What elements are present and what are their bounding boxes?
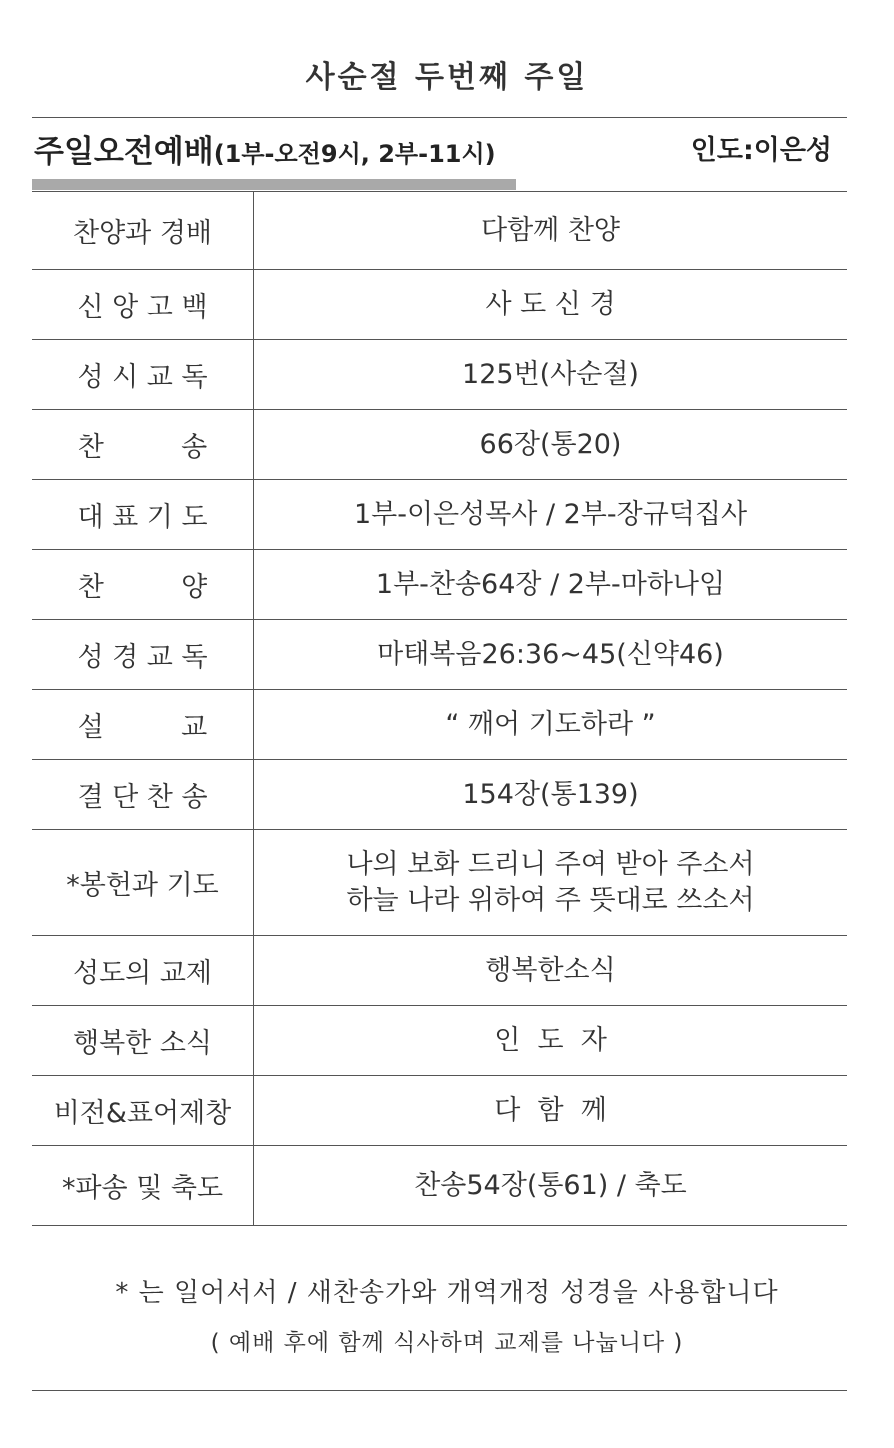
order-item-label: 찬 송 bbox=[32, 410, 254, 479]
order-item-value-line: 1부-이은성목사 / 2부-장규덕집사 bbox=[353, 498, 748, 530]
order-item-label: 설 교 bbox=[32, 690, 254, 759]
order-row bbox=[32, 340, 847, 410]
order-row bbox=[32, 1006, 847, 1076]
title-divider bbox=[32, 117, 847, 118]
order-item-value bbox=[254, 550, 847, 619]
order-item-value-line: 찬송54장(통61) / 축도 bbox=[414, 1169, 687, 1201]
service-times: (1부-오전9시, 2부-11시) bbox=[213, 140, 496, 168]
order-row bbox=[32, 760, 847, 830]
order-item-value-line: 다함께 찬양 bbox=[481, 214, 620, 246]
worship-order-table bbox=[32, 192, 847, 1226]
order-row bbox=[32, 192, 847, 270]
order-item-value bbox=[254, 620, 847, 689]
order-item-value-line: 사 도 신 경 bbox=[485, 288, 616, 320]
standing-note: * 는 일어서서 / 새찬송가와 개역개정 성경을 사용합니다 bbox=[115, 1278, 779, 1308]
order-row bbox=[32, 936, 847, 1006]
order-item-value bbox=[254, 830, 847, 935]
order-item-value bbox=[254, 1006, 847, 1075]
order-item-label: 성 경 교 독 bbox=[32, 620, 254, 689]
order-item-value-line: 154장(통139) bbox=[462, 778, 639, 810]
order-item-value-line: 마태복음26:36~45(신약46) bbox=[377, 638, 724, 670]
order-item-value-line: 다 함 께 bbox=[494, 1094, 607, 1126]
order-row bbox=[32, 410, 847, 480]
order-item-value bbox=[254, 340, 847, 409]
order-item-label: 성 시 교 독 bbox=[32, 340, 254, 409]
order-row bbox=[32, 270, 847, 340]
order-row bbox=[32, 620, 847, 690]
order-item-label: 행복한 소식 bbox=[32, 1006, 254, 1075]
order-item-label: 대 표 기 도 bbox=[32, 480, 254, 549]
order-item-label: 찬양과 경배 bbox=[32, 192, 254, 269]
header-shade-bar bbox=[32, 179, 516, 190]
order-item-value-line: 66장(통20) bbox=[479, 428, 622, 460]
service-name: 주일오전예배 bbox=[34, 134, 214, 170]
service-title bbox=[34, 126, 496, 171]
order-item-label: 신 앙 고 백 bbox=[32, 270, 254, 339]
order-item-label: 결 단 찬 송 bbox=[32, 760, 254, 829]
order-item-value bbox=[254, 690, 847, 759]
order-item-value-line: 125번(사순절) bbox=[462, 358, 639, 390]
page-title: 사순절 두번째 주일 bbox=[305, 60, 589, 95]
order-row bbox=[32, 690, 847, 760]
order-row bbox=[32, 830, 847, 936]
order-item-label: *파송 및 축도 bbox=[32, 1146, 254, 1225]
order-item-value-line: 인 도 자 bbox=[494, 1024, 607, 1056]
order-item-value bbox=[254, 410, 847, 479]
order-item-value bbox=[254, 1146, 847, 1225]
order-item-value bbox=[254, 192, 847, 269]
order-item-value bbox=[254, 480, 847, 549]
order-item-value bbox=[254, 270, 847, 339]
order-item-value-line: 1부-찬송64장 / 2부-마하나임 bbox=[375, 568, 726, 600]
order-item-label: 찬 양 bbox=[32, 550, 254, 619]
order-row bbox=[32, 480, 847, 550]
order-row bbox=[32, 1076, 847, 1146]
order-row bbox=[32, 1146, 847, 1226]
order-item-value-line: 행복한소식 bbox=[485, 954, 616, 986]
order-item-value-line: 하늘 나라 위하여 주 뜻대로 쓰소서 bbox=[346, 884, 755, 916]
order-item-value bbox=[254, 936, 847, 1005]
fellowship-note: ( 예배 후에 함께 식사하며 교제를 나눕니다 ) bbox=[210, 1330, 684, 1356]
bottom-divider bbox=[32, 1390, 847, 1391]
order-item-label: 비전&표어제창 bbox=[32, 1076, 254, 1145]
service-header bbox=[34, 126, 832, 172]
order-item-value-line: “ 깨어 기도하라 ” bbox=[445, 708, 656, 740]
order-item-label: 성도의 교제 bbox=[32, 936, 254, 1005]
order-item-label: *봉헌과 기도 bbox=[32, 830, 254, 935]
order-row bbox=[32, 550, 847, 620]
order-item-value bbox=[254, 760, 847, 829]
service-leader: 인도:이은성 bbox=[690, 135, 832, 166]
order-item-value-line: 나의 보화 드리니 주여 받아 주소서 bbox=[346, 849, 755, 881]
order-item-value bbox=[254, 1076, 847, 1145]
